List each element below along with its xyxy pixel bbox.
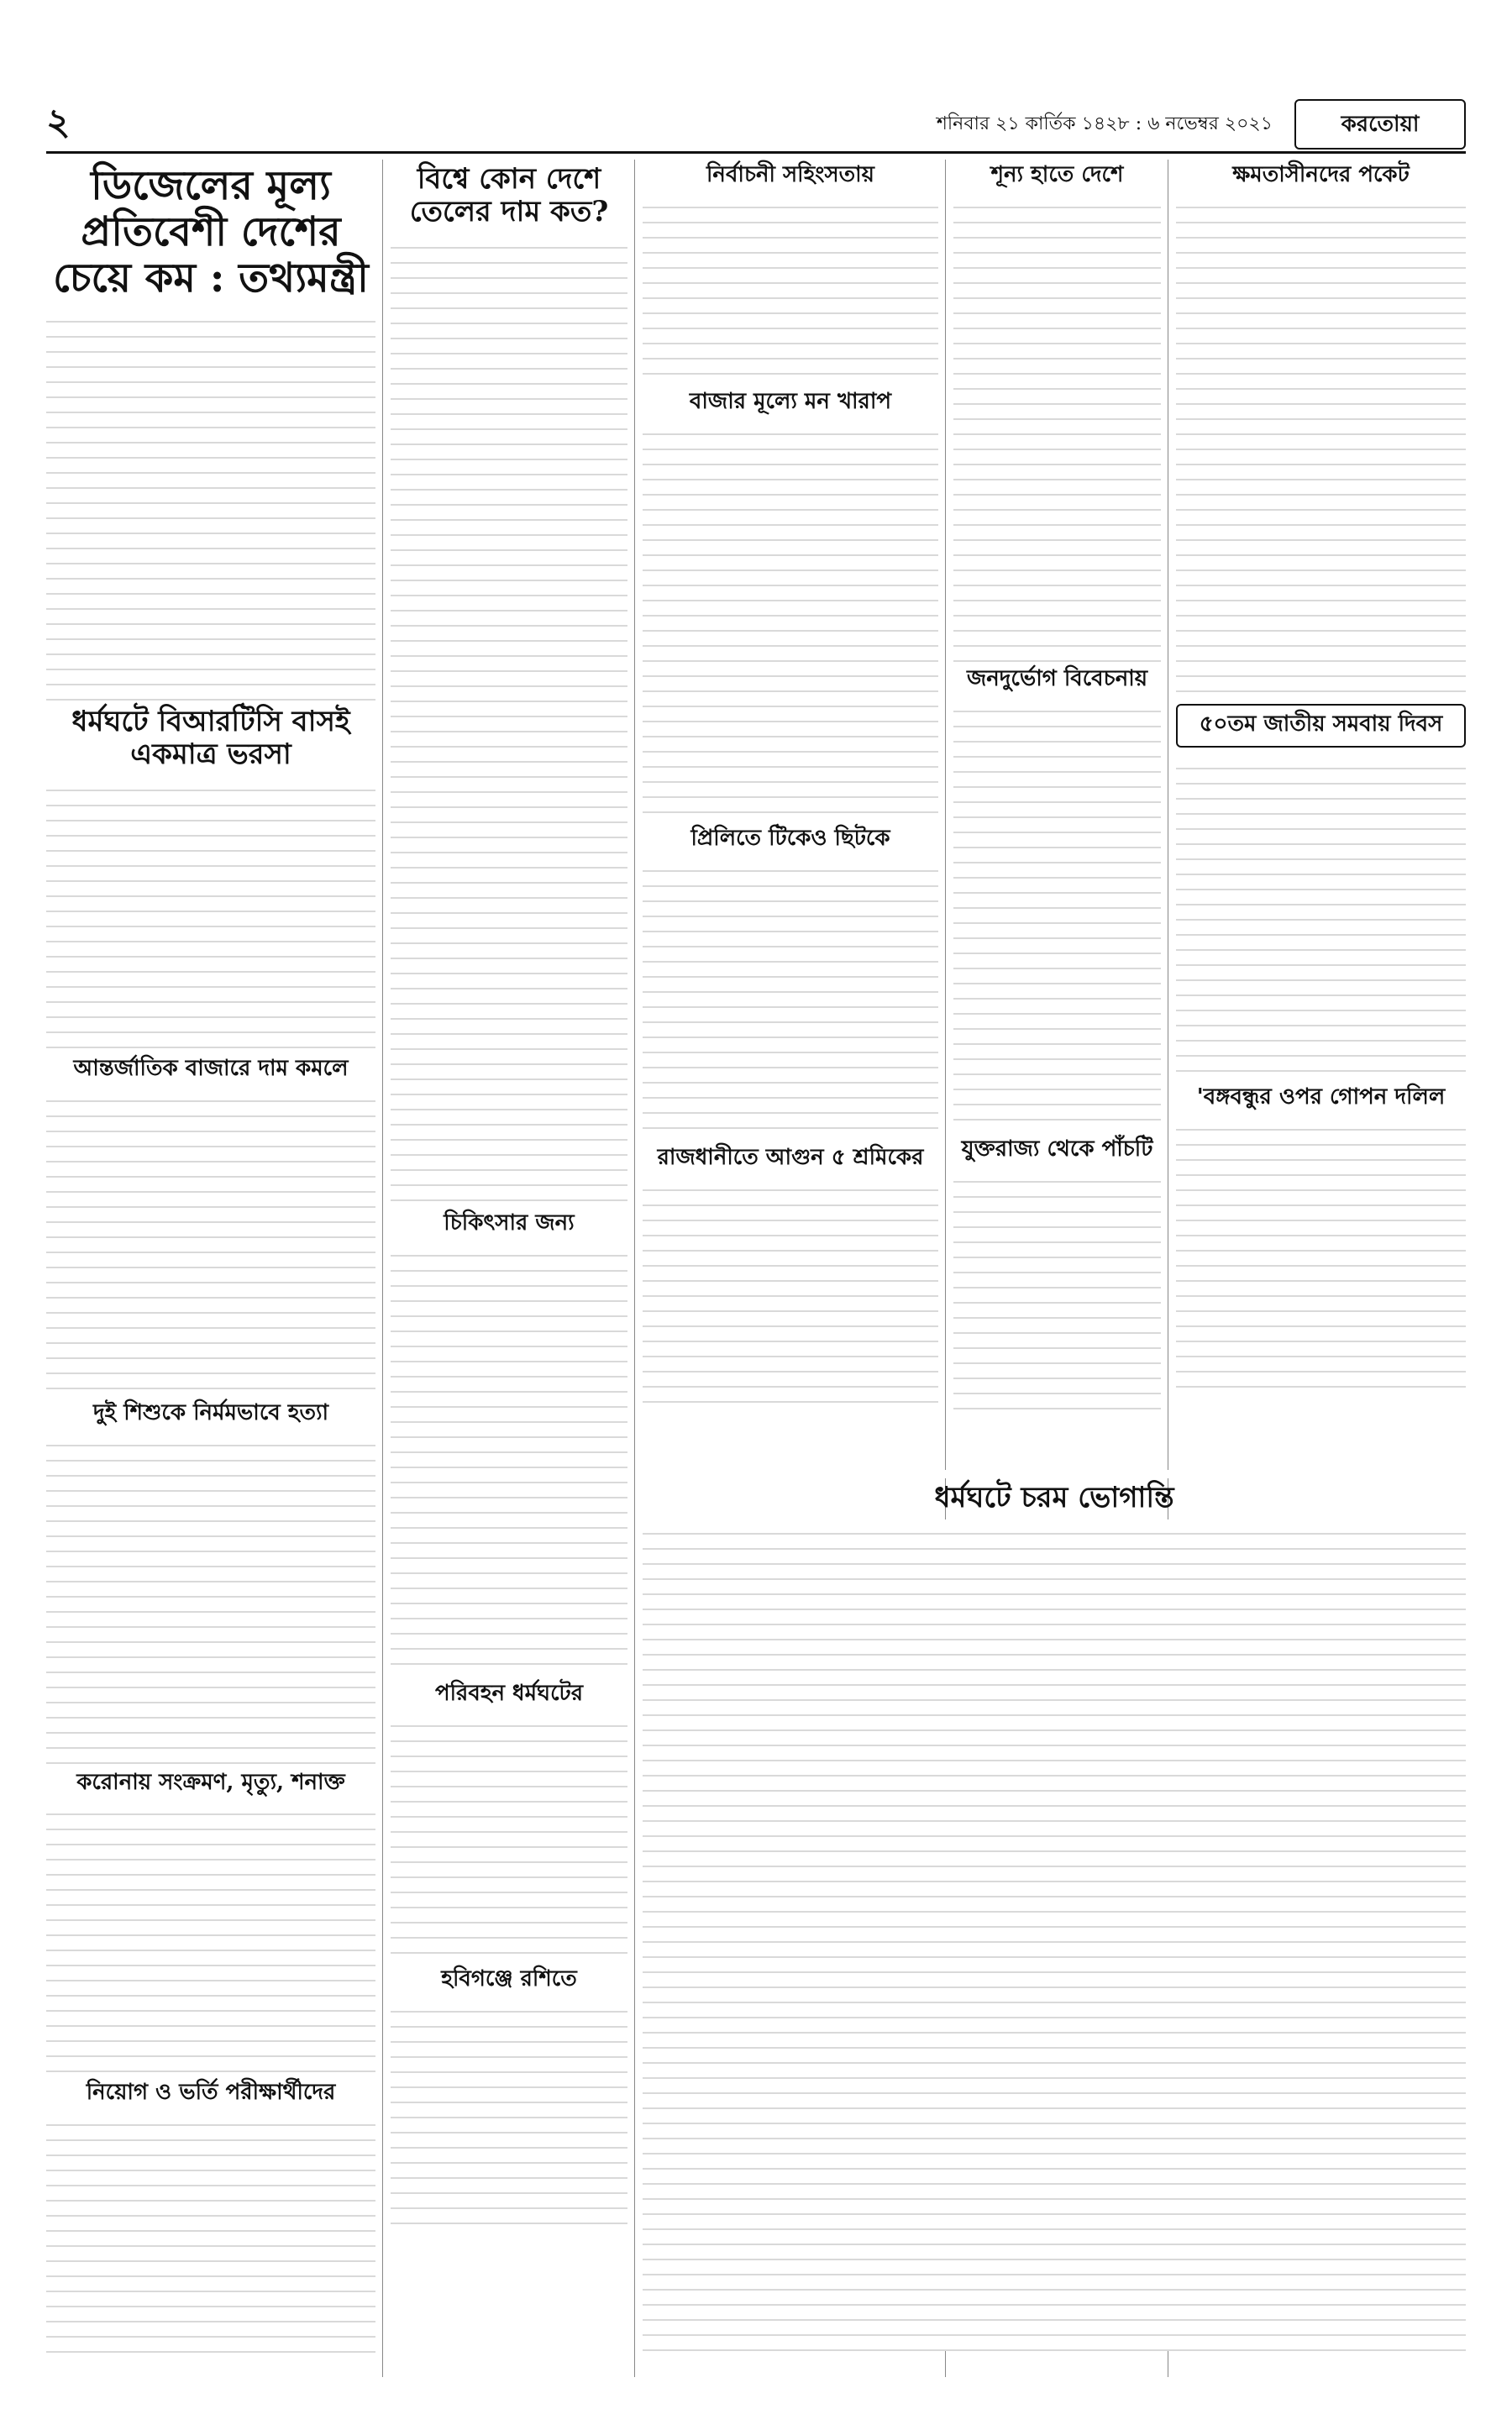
headline-cooperative-day: ৫০তম জাতীয় সমবায় দিবস [1199, 711, 1443, 737]
article-body [46, 776, 375, 1053]
headline-empty-handed: শূন্য হাতে দেশে [990, 162, 1124, 187]
headline-habiganj: হবিগঞ্জে রশিতে [441, 1966, 577, 1992]
newspaper-logo: করতোয়া [1294, 99, 1466, 150]
article-body [46, 1087, 375, 1398]
column-5 [1176, 160, 1466, 1470]
article-body [643, 857, 938, 1142]
headline-election-violence: নির্বাচনী সহিংসতায় [706, 162, 874, 187]
headline-diesel-price: ডিজেলের মূল্য প্রতিবেশী দেশের চেয়ে কম : তথ্যমন্ত্রী [53, 162, 369, 302]
article-body [46, 1800, 375, 2077]
bottom-article [643, 1478, 1466, 2369]
headline-public-suffering: জনদুর্ভোগ বিবেচনায় [966, 665, 1148, 691]
headline-bangabandhu-documents: 'বঙ্গবন্ধুর ওপর গোপন দলিল [1196, 1084, 1446, 1110]
article-body [953, 697, 1161, 1134]
article-body [643, 1519, 1466, 2351]
headline-ruling-party-pocket: ক্ষমতাসীনদের পকেট [1232, 162, 1410, 187]
headline-exam-candidates: নিয়োগ ও ভর্তি পরীক্ষার্থীদের [86, 2080, 336, 2106]
dateline: শনিবার ২১ কার্তিক ১৪২৮ : ৬ নভেম্বর ২০২১ [936, 113, 1273, 134]
article-body [46, 307, 375, 702]
headline-transport-strike: পরিবহন ধর্মঘটের [434, 1681, 584, 1707]
headline-two-children-killed: দুই শিশুকে নির্মমভাবে হত্যা [92, 1399, 329, 1425]
masthead [46, 99, 1466, 150]
article-body [46, 2111, 375, 2363]
article-body [1176, 754, 1466, 1082]
column-divider [382, 160, 383, 2377]
column-divider [634, 160, 635, 2377]
headline-dhaka-fire: রাজধানীতে আগুন ৫ শ্রমিকের [657, 1144, 924, 1170]
article-body [643, 420, 938, 823]
column-divider [945, 160, 946, 1470]
article-body [643, 1176, 938, 1411]
column-4 [953, 160, 1161, 1470]
article-body [1176, 1115, 1466, 1393]
column-2 [391, 160, 627, 2394]
headline-market-price: বাজার মূল্যে মন খারাপ [689, 388, 892, 414]
column-1 [46, 160, 375, 2394]
headline-brtc-bus: ধর্মঘটে বিআরটিসি বাসই একমাত্র ভরসা [71, 704, 350, 771]
headline-world-oil-price: বিশ্বে কোন দেশে তেলের দাম কত? [409, 162, 609, 229]
headline-for-treatment: চিকিৎসার জন্য [444, 1210, 575, 1236]
article-body [391, 234, 627, 1208]
cooperative-day-box [1176, 704, 1466, 748]
article-body [391, 1712, 627, 1964]
article-body [391, 1241, 627, 1678]
masthead-rule [46, 151, 1466, 154]
headline-from-uk: যুক্তরাজ্য থেকে পাঁচটি [961, 1136, 1153, 1162]
article-body [953, 1168, 1161, 1420]
column-3 [643, 160, 938, 1470]
article-body [953, 193, 1161, 664]
headline-strike-suffering: ধর্মঘটে চরম ভোগান্তি [934, 1481, 1174, 1514]
article-body [391, 1997, 627, 2233]
headline-international-market: আন্তর্জাতিক বাজারে দাম কমলে [73, 1055, 349, 1081]
article-body [643, 193, 938, 386]
headline-prelim-exam: প্রিলিতে টিকেও ছিটকে [690, 825, 890, 851]
page-number: ২ [46, 101, 71, 144]
article-body [1176, 193, 1466, 697]
headline-covid-cases: করোনায় সংক্রমণ, মৃত্যু, শনাক্ত [76, 1769, 345, 1795]
article-body [46, 1431, 375, 1767]
